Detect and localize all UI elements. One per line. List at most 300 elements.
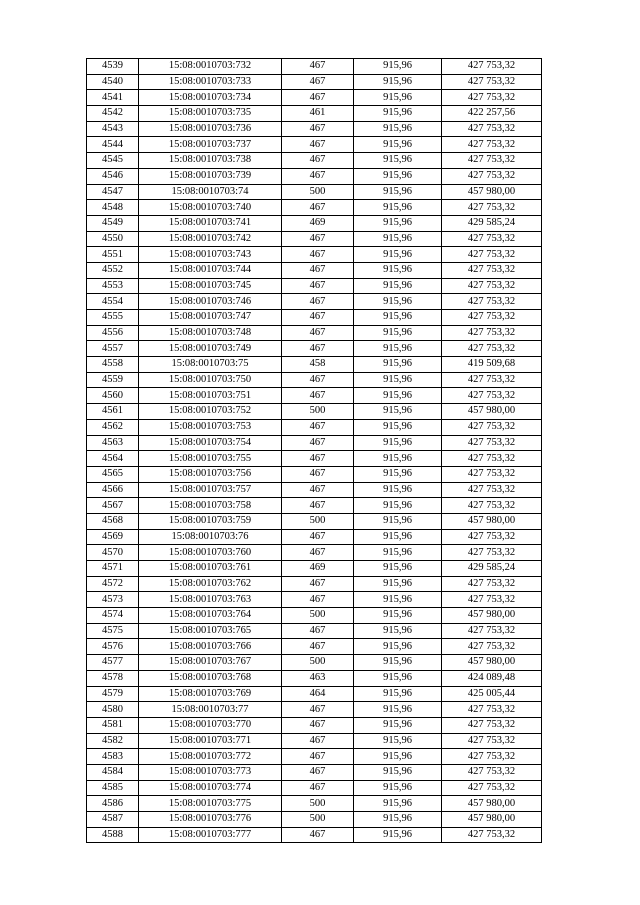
row-number-cell: 4550 bbox=[87, 231, 139, 247]
rate-cell: 915,96 bbox=[354, 200, 442, 216]
area-cell: 467 bbox=[282, 435, 354, 451]
cadastral-number-cell: 15:08:0010703:764 bbox=[139, 608, 282, 624]
cadastral-number-cell: 15:08:0010703:777 bbox=[139, 827, 282, 843]
table-row bbox=[87, 121, 542, 137]
cadastral-value-cell: 427 753,32 bbox=[442, 498, 542, 514]
cadastral-value-cell: 427 753,32 bbox=[442, 702, 542, 718]
rate-cell: 915,96 bbox=[354, 670, 442, 686]
table-row bbox=[87, 294, 542, 310]
area-cell: 500 bbox=[282, 655, 354, 671]
rate-cell: 915,96 bbox=[354, 592, 442, 608]
table-row bbox=[87, 561, 542, 577]
area-cell: 467 bbox=[282, 749, 354, 765]
row-number-cell: 4560 bbox=[87, 388, 139, 404]
row-number-cell: 4556 bbox=[87, 325, 139, 341]
table-row bbox=[87, 780, 542, 796]
rate-cell: 915,96 bbox=[354, 498, 442, 514]
area-cell: 467 bbox=[282, 529, 354, 545]
cadastral-value-cell: 427 753,32 bbox=[442, 545, 542, 561]
table-row bbox=[87, 325, 542, 341]
table-row bbox=[87, 608, 542, 624]
area-cell: 467 bbox=[282, 733, 354, 749]
row-number-cell: 4551 bbox=[87, 247, 139, 263]
area-cell: 467 bbox=[282, 59, 354, 75]
area-cell: 500 bbox=[282, 812, 354, 828]
row-number-cell: 4586 bbox=[87, 796, 139, 812]
row-number-cell: 4566 bbox=[87, 482, 139, 498]
table-row bbox=[87, 686, 542, 702]
area-cell: 467 bbox=[282, 545, 354, 561]
area-cell: 469 bbox=[282, 215, 354, 231]
area-cell: 467 bbox=[282, 482, 354, 498]
row-number-cell: 4543 bbox=[87, 121, 139, 137]
area-cell: 467 bbox=[282, 419, 354, 435]
rate-cell: 915,96 bbox=[354, 137, 442, 153]
row-number-cell: 4546 bbox=[87, 168, 139, 184]
cadastral-number-cell: 15:08:0010703:743 bbox=[139, 247, 282, 263]
cadastral-value-cell: 427 753,32 bbox=[442, 310, 542, 326]
rate-cell: 915,96 bbox=[354, 655, 442, 671]
table-row bbox=[87, 513, 542, 529]
cadastral-value-cell: 427 753,32 bbox=[442, 482, 542, 498]
area-cell: 467 bbox=[282, 121, 354, 137]
cadastral-number-cell: 15:08:0010703:766 bbox=[139, 639, 282, 655]
cadastral-value-cell: 427 753,32 bbox=[442, 717, 542, 733]
area-cell: 467 bbox=[282, 74, 354, 90]
row-number-cell: 4573 bbox=[87, 592, 139, 608]
table-row bbox=[87, 717, 542, 733]
cadastral-value-cell: 427 753,32 bbox=[442, 341, 542, 357]
table-row bbox=[87, 74, 542, 90]
cadastral-number-cell: 15:08:0010703:773 bbox=[139, 764, 282, 780]
rate-cell: 915,96 bbox=[354, 168, 442, 184]
cadastral-value-cell: 427 753,32 bbox=[442, 639, 542, 655]
cadastral-number-cell: 15:08:0010703:767 bbox=[139, 655, 282, 671]
cadastral-number-cell: 15:08:0010703:736 bbox=[139, 121, 282, 137]
rate-cell: 915,96 bbox=[354, 310, 442, 326]
cadastral-value-cell: 425 005,44 bbox=[442, 686, 542, 702]
cadastral-number-cell: 15:08:0010703:739 bbox=[139, 168, 282, 184]
cadastral-number-cell: 15:08:0010703:734 bbox=[139, 90, 282, 106]
rate-cell: 915,96 bbox=[354, 639, 442, 655]
cadastral-value-cell: 427 753,32 bbox=[442, 576, 542, 592]
table-row bbox=[87, 655, 542, 671]
row-number-cell: 4548 bbox=[87, 200, 139, 216]
cadastral-value-cell: 427 753,32 bbox=[442, 90, 542, 106]
table-row bbox=[87, 796, 542, 812]
cadastral-number-cell: 15:08:0010703:750 bbox=[139, 372, 282, 388]
table-row bbox=[87, 498, 542, 514]
area-cell: 467 bbox=[282, 294, 354, 310]
table-row bbox=[87, 419, 542, 435]
rate-cell: 915,96 bbox=[354, 419, 442, 435]
row-number-cell: 4567 bbox=[87, 498, 139, 514]
cadastral-value-cell: 427 753,32 bbox=[442, 59, 542, 75]
cadastral-number-cell: 15:08:0010703:74 bbox=[139, 184, 282, 200]
row-number-cell: 4576 bbox=[87, 639, 139, 655]
table-row bbox=[87, 466, 542, 482]
rate-cell: 915,96 bbox=[354, 404, 442, 420]
row-number-cell: 4542 bbox=[87, 106, 139, 122]
table-row bbox=[87, 733, 542, 749]
rate-cell: 915,96 bbox=[354, 623, 442, 639]
cadastral-value-cell: 427 753,32 bbox=[442, 231, 542, 247]
cadastral-number-cell: 15:08:0010703:774 bbox=[139, 780, 282, 796]
cadastral-number-cell: 15:08:0010703:75 bbox=[139, 357, 282, 373]
table-row bbox=[87, 278, 542, 294]
area-cell: 500 bbox=[282, 513, 354, 529]
row-number-cell: 4587 bbox=[87, 812, 139, 828]
table-row bbox=[87, 341, 542, 357]
cadastral-number-cell: 15:08:0010703:738 bbox=[139, 153, 282, 169]
cadastral-value-cell: 427 753,32 bbox=[442, 827, 542, 843]
row-number-cell: 4549 bbox=[87, 215, 139, 231]
cadastral-number-cell: 15:08:0010703:763 bbox=[139, 592, 282, 608]
table-row bbox=[87, 310, 542, 326]
cadastral-number-cell: 15:08:0010703:769 bbox=[139, 686, 282, 702]
rate-cell: 915,96 bbox=[354, 59, 442, 75]
row-number-cell: 4569 bbox=[87, 529, 139, 545]
area-cell: 467 bbox=[282, 231, 354, 247]
area-cell: 464 bbox=[282, 686, 354, 702]
rate-cell: 915,96 bbox=[354, 576, 442, 592]
table-row bbox=[87, 184, 542, 200]
area-cell: 467 bbox=[282, 247, 354, 263]
rate-cell: 915,96 bbox=[354, 764, 442, 780]
cadastral-number-cell: 15:08:0010703:748 bbox=[139, 325, 282, 341]
rate-cell: 915,96 bbox=[354, 262, 442, 278]
rate-cell: 915,96 bbox=[354, 121, 442, 137]
row-number-cell: 4581 bbox=[87, 717, 139, 733]
cadastral-number-cell: 15:08:0010703:77 bbox=[139, 702, 282, 718]
cadastral-number-cell: 15:08:0010703:746 bbox=[139, 294, 282, 310]
cadastral-value-cell: 427 753,32 bbox=[442, 121, 542, 137]
rate-cell: 915,96 bbox=[354, 608, 442, 624]
cadastral-value-cell: 457 980,00 bbox=[442, 608, 542, 624]
area-cell: 467 bbox=[282, 827, 354, 843]
row-number-cell: 4553 bbox=[87, 278, 139, 294]
table-row bbox=[87, 529, 542, 545]
row-number-cell: 4565 bbox=[87, 466, 139, 482]
cadastral-value-cell: 427 753,32 bbox=[442, 200, 542, 216]
cadastral-value-cell: 427 753,32 bbox=[442, 749, 542, 765]
cadastral-value-cell: 427 753,32 bbox=[442, 419, 542, 435]
cadastral-number-cell: 15:08:0010703:760 bbox=[139, 545, 282, 561]
area-cell: 467 bbox=[282, 451, 354, 467]
cadastral-value-cell: 457 980,00 bbox=[442, 655, 542, 671]
rate-cell: 915,96 bbox=[354, 545, 442, 561]
row-number-cell: 4575 bbox=[87, 623, 139, 639]
area-cell: 467 bbox=[282, 278, 354, 294]
cadastral-value-cell: 427 753,32 bbox=[442, 294, 542, 310]
cadastral-number-cell: 15:08:0010703:758 bbox=[139, 498, 282, 514]
row-number-cell: 4559 bbox=[87, 372, 139, 388]
rate-cell: 915,96 bbox=[354, 451, 442, 467]
area-cell: 500 bbox=[282, 184, 354, 200]
cadastral-value-cell: 427 753,32 bbox=[442, 764, 542, 780]
cadastral-value-cell: 424 089,48 bbox=[442, 670, 542, 686]
cadastral-number-cell: 15:08:0010703:757 bbox=[139, 482, 282, 498]
rate-cell: 915,96 bbox=[354, 827, 442, 843]
area-cell: 467 bbox=[282, 372, 354, 388]
cadastral-registry-table bbox=[86, 58, 542, 843]
area-cell: 467 bbox=[282, 639, 354, 655]
table-row bbox=[87, 764, 542, 780]
cadastral-value-cell: 427 753,32 bbox=[442, 247, 542, 263]
area-cell: 500 bbox=[282, 608, 354, 624]
row-number-cell: 4544 bbox=[87, 137, 139, 153]
row-number-cell: 4583 bbox=[87, 749, 139, 765]
table-row bbox=[87, 404, 542, 420]
cadastral-number-cell: 15:08:0010703:742 bbox=[139, 231, 282, 247]
rate-cell: 915,96 bbox=[354, 231, 442, 247]
table-row bbox=[87, 231, 542, 247]
cadastral-value-cell: 429 585,24 bbox=[442, 561, 542, 577]
row-number-cell: 4547 bbox=[87, 184, 139, 200]
row-number-cell: 4545 bbox=[87, 153, 139, 169]
rate-cell: 915,96 bbox=[354, 513, 442, 529]
cadastral-number-cell: 15:08:0010703:744 bbox=[139, 262, 282, 278]
row-number-cell: 4557 bbox=[87, 341, 139, 357]
table-row bbox=[87, 670, 542, 686]
row-number-cell: 4561 bbox=[87, 404, 139, 420]
area-cell: 467 bbox=[282, 764, 354, 780]
cadastral-value-cell: 427 753,32 bbox=[442, 623, 542, 639]
table-row bbox=[87, 59, 542, 75]
area-cell: 467 bbox=[282, 466, 354, 482]
cadastral-number-cell: 15:08:0010703:732 bbox=[139, 59, 282, 75]
row-number-cell: 4562 bbox=[87, 419, 139, 435]
cadastral-number-cell: 15:08:0010703:755 bbox=[139, 451, 282, 467]
cadastral-value-cell: 427 753,32 bbox=[442, 592, 542, 608]
cadastral-number-cell: 15:08:0010703:747 bbox=[139, 310, 282, 326]
row-number-cell: 4582 bbox=[87, 733, 139, 749]
cadastral-value-cell: 427 753,32 bbox=[442, 451, 542, 467]
table-row bbox=[87, 451, 542, 467]
row-number-cell: 4564 bbox=[87, 451, 139, 467]
table-row bbox=[87, 812, 542, 828]
rate-cell: 915,96 bbox=[354, 466, 442, 482]
row-number-cell: 4563 bbox=[87, 435, 139, 451]
rate-cell: 915,96 bbox=[354, 372, 442, 388]
cadastral-value-cell: 427 753,32 bbox=[442, 74, 542, 90]
rate-cell: 915,96 bbox=[354, 341, 442, 357]
area-cell: 467 bbox=[282, 325, 354, 341]
cadastral-value-cell: 427 753,32 bbox=[442, 466, 542, 482]
cadastral-value-cell: 457 980,00 bbox=[442, 796, 542, 812]
table-row bbox=[87, 388, 542, 404]
row-number-cell: 4539 bbox=[87, 59, 139, 75]
row-number-cell: 4585 bbox=[87, 780, 139, 796]
table-row bbox=[87, 749, 542, 765]
area-cell: 500 bbox=[282, 404, 354, 420]
rate-cell: 915,96 bbox=[354, 106, 442, 122]
area-cell: 467 bbox=[282, 498, 354, 514]
area-cell: 467 bbox=[282, 262, 354, 278]
cadastral-value-cell: 457 980,00 bbox=[442, 184, 542, 200]
table-body bbox=[87, 59, 542, 843]
row-number-cell: 4584 bbox=[87, 764, 139, 780]
area-cell: 467 bbox=[282, 153, 354, 169]
table-row bbox=[87, 137, 542, 153]
row-number-cell: 4541 bbox=[87, 90, 139, 106]
area-cell: 500 bbox=[282, 796, 354, 812]
cadastral-value-cell: 419 509,68 bbox=[442, 357, 542, 373]
area-cell: 467 bbox=[282, 388, 354, 404]
table-row bbox=[87, 262, 542, 278]
table-row bbox=[87, 592, 542, 608]
area-cell: 467 bbox=[282, 780, 354, 796]
row-number-cell: 4580 bbox=[87, 702, 139, 718]
cadastral-number-cell: 15:08:0010703:756 bbox=[139, 466, 282, 482]
area-cell: 463 bbox=[282, 670, 354, 686]
area-cell: 467 bbox=[282, 90, 354, 106]
table-row bbox=[87, 545, 542, 561]
area-cell: 469 bbox=[282, 561, 354, 577]
cadastral-number-cell: 15:08:0010703:737 bbox=[139, 137, 282, 153]
table-row bbox=[87, 153, 542, 169]
table-row bbox=[87, 623, 542, 639]
cadastral-number-cell: 15:08:0010703:753 bbox=[139, 419, 282, 435]
cadastral-number-cell: 15:08:0010703:761 bbox=[139, 561, 282, 577]
cadastral-number-cell: 15:08:0010703:740 bbox=[139, 200, 282, 216]
table-row bbox=[87, 639, 542, 655]
row-number-cell: 4555 bbox=[87, 310, 139, 326]
cadastral-value-cell: 427 753,32 bbox=[442, 278, 542, 294]
rate-cell: 915,96 bbox=[354, 357, 442, 373]
area-cell: 458 bbox=[282, 357, 354, 373]
cadastral-value-cell: 457 980,00 bbox=[442, 812, 542, 828]
area-cell: 467 bbox=[282, 200, 354, 216]
row-number-cell: 4540 bbox=[87, 74, 139, 90]
cadastral-value-cell: 427 753,32 bbox=[442, 262, 542, 278]
table-row bbox=[87, 90, 542, 106]
row-number-cell: 4552 bbox=[87, 262, 139, 278]
cadastral-number-cell: 15:08:0010703:770 bbox=[139, 717, 282, 733]
table-row bbox=[87, 827, 542, 843]
cadastral-number-cell: 15:08:0010703:759 bbox=[139, 513, 282, 529]
cadastral-number-cell: 15:08:0010703:733 bbox=[139, 74, 282, 90]
area-cell: 467 bbox=[282, 717, 354, 733]
area-cell: 467 bbox=[282, 341, 354, 357]
table-row bbox=[87, 247, 542, 263]
table-row bbox=[87, 435, 542, 451]
cadastral-number-cell: 15:08:0010703:751 bbox=[139, 388, 282, 404]
rate-cell: 915,96 bbox=[354, 435, 442, 451]
cadastral-number-cell: 15:08:0010703:775 bbox=[139, 796, 282, 812]
cadastral-number-cell: 15:08:0010703:762 bbox=[139, 576, 282, 592]
cadastral-number-cell: 15:08:0010703:771 bbox=[139, 733, 282, 749]
cadastral-number-cell: 15:08:0010703:754 bbox=[139, 435, 282, 451]
cadastral-number-cell: 15:08:0010703:745 bbox=[139, 278, 282, 294]
row-number-cell: 4574 bbox=[87, 608, 139, 624]
cadastral-value-cell: 427 753,32 bbox=[442, 137, 542, 153]
cadastral-value-cell: 427 753,32 bbox=[442, 168, 542, 184]
rate-cell: 915,96 bbox=[354, 215, 442, 231]
rate-cell: 915,96 bbox=[354, 561, 442, 577]
cadastral-value-cell: 427 753,32 bbox=[442, 325, 542, 341]
area-cell: 467 bbox=[282, 168, 354, 184]
rate-cell: 915,96 bbox=[354, 749, 442, 765]
rate-cell: 915,96 bbox=[354, 90, 442, 106]
area-cell: 467 bbox=[282, 592, 354, 608]
rate-cell: 915,96 bbox=[354, 74, 442, 90]
rate-cell: 915,96 bbox=[354, 325, 442, 341]
row-number-cell: 4554 bbox=[87, 294, 139, 310]
cadastral-value-cell: 427 753,32 bbox=[442, 388, 542, 404]
rate-cell: 915,96 bbox=[354, 796, 442, 812]
table-row bbox=[87, 702, 542, 718]
row-number-cell: 4568 bbox=[87, 513, 139, 529]
cadastral-number-cell: 15:08:0010703:749 bbox=[139, 341, 282, 357]
cadastral-value-cell: 427 753,32 bbox=[442, 780, 542, 796]
cadastral-value-cell: 427 753,32 bbox=[442, 529, 542, 545]
cadastral-value-cell: 457 980,00 bbox=[442, 513, 542, 529]
rate-cell: 915,96 bbox=[354, 153, 442, 169]
rate-cell: 915,96 bbox=[354, 780, 442, 796]
area-cell: 467 bbox=[282, 623, 354, 639]
cadastral-number-cell: 15:08:0010703:765 bbox=[139, 623, 282, 639]
rate-cell: 915,96 bbox=[354, 702, 442, 718]
cadastral-number-cell: 15:08:0010703:735 bbox=[139, 106, 282, 122]
rate-cell: 915,96 bbox=[354, 482, 442, 498]
rate-cell: 915,96 bbox=[354, 733, 442, 749]
cadastral-number-cell: 15:08:0010703:776 bbox=[139, 812, 282, 828]
rate-cell: 915,96 bbox=[354, 278, 442, 294]
area-cell: 467 bbox=[282, 310, 354, 326]
table-row bbox=[87, 357, 542, 373]
row-number-cell: 4577 bbox=[87, 655, 139, 671]
cadastral-number-cell: 15:08:0010703:741 bbox=[139, 215, 282, 231]
row-number-cell: 4579 bbox=[87, 686, 139, 702]
table-row bbox=[87, 168, 542, 184]
table-row bbox=[87, 576, 542, 592]
rate-cell: 915,96 bbox=[354, 717, 442, 733]
cadastral-value-cell: 427 753,32 bbox=[442, 733, 542, 749]
table-row bbox=[87, 215, 542, 231]
cadastral-value-cell: 457 980,00 bbox=[442, 404, 542, 420]
cadastral-value-cell: 427 753,32 bbox=[442, 153, 542, 169]
row-number-cell: 4571 bbox=[87, 561, 139, 577]
area-cell: 467 bbox=[282, 576, 354, 592]
cadastral-value-cell: 422 257,56 bbox=[442, 106, 542, 122]
rate-cell: 915,96 bbox=[354, 686, 442, 702]
rate-cell: 915,96 bbox=[354, 294, 442, 310]
table-row bbox=[87, 482, 542, 498]
rate-cell: 915,96 bbox=[354, 529, 442, 545]
cadastral-number-cell: 15:08:0010703:772 bbox=[139, 749, 282, 765]
row-number-cell: 4578 bbox=[87, 670, 139, 686]
row-number-cell: 4572 bbox=[87, 576, 139, 592]
row-number-cell: 4570 bbox=[87, 545, 139, 561]
cadastral-number-cell: 15:08:0010703:76 bbox=[139, 529, 282, 545]
cadastral-value-cell: 427 753,32 bbox=[442, 372, 542, 388]
rate-cell: 915,96 bbox=[354, 388, 442, 404]
table-row bbox=[87, 200, 542, 216]
cadastral-number-cell: 15:08:0010703:752 bbox=[139, 404, 282, 420]
cadastral-value-cell: 429 585,24 bbox=[442, 215, 542, 231]
rate-cell: 915,96 bbox=[354, 247, 442, 263]
cadastral-value-cell: 427 753,32 bbox=[442, 435, 542, 451]
area-cell: 461 bbox=[282, 106, 354, 122]
rate-cell: 915,96 bbox=[354, 184, 442, 200]
area-cell: 467 bbox=[282, 702, 354, 718]
table-row bbox=[87, 106, 542, 122]
rate-cell: 915,96 bbox=[354, 812, 442, 828]
row-number-cell: 4588 bbox=[87, 827, 139, 843]
cadastral-number-cell: 15:08:0010703:768 bbox=[139, 670, 282, 686]
area-cell: 467 bbox=[282, 137, 354, 153]
